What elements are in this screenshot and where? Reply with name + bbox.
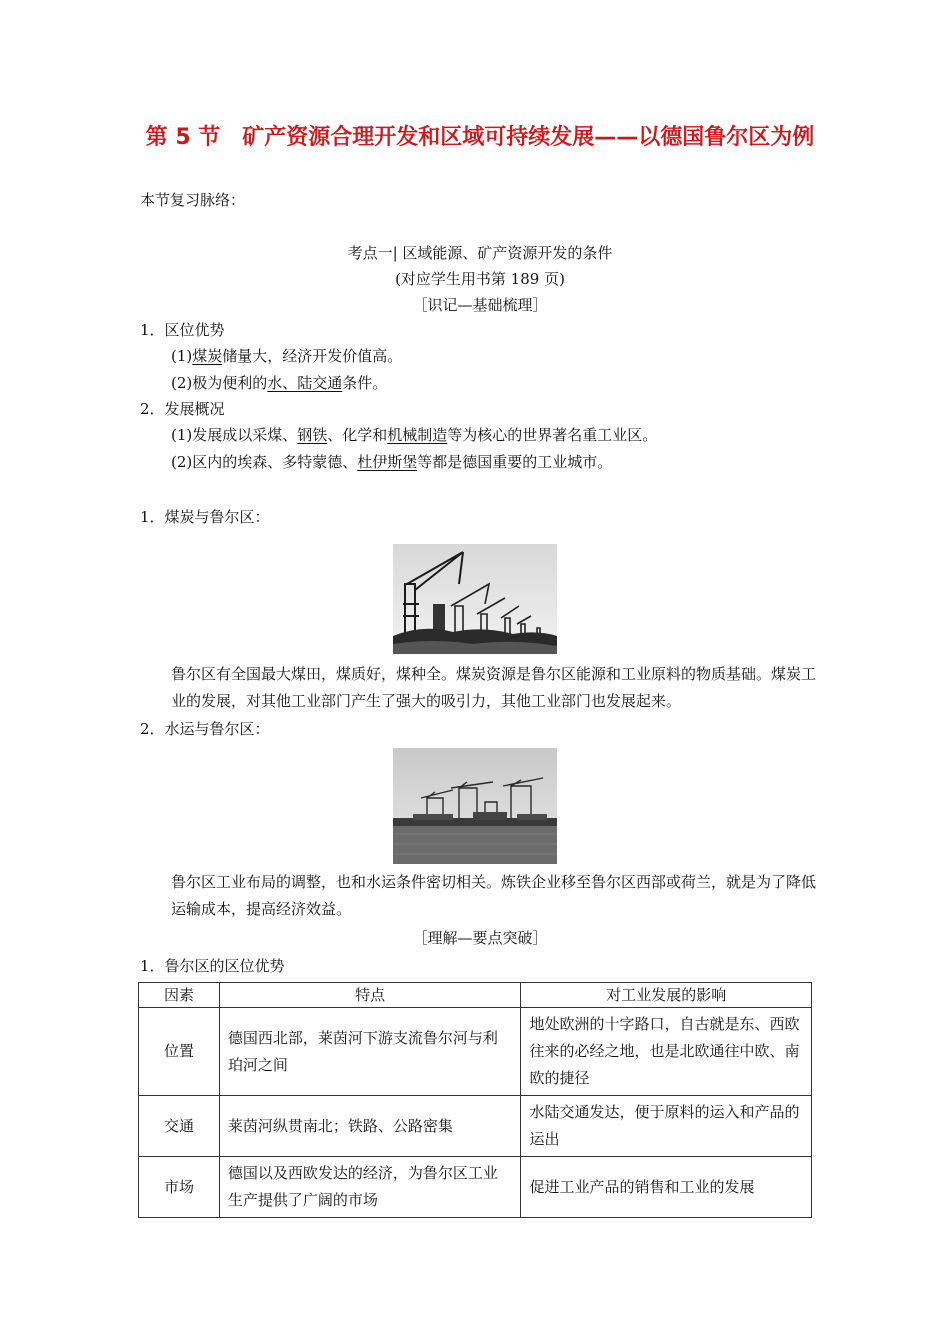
coal-paragraph: 鲁尔区有全国最大煤田，煤质好，煤种全。煤炭资源是鲁尔区能源和工业原料的物质基础。煤炭工业的发展，对其他工业部门产生了强大的吸引力，其他工业部门也发展起来。 — [171, 665, 817, 710]
list-item — [171, 452, 612, 472]
item-text: (1)发展成以采煤、 — [171, 426, 298, 444]
water-paragraph: 鲁尔区工业布局的调整，也和水运条件密切相关。炼铁企业移至鲁尔区西部或荷兰，就是为了降低运输成本，提高经济效益。 — [171, 873, 817, 918]
table-row — [139, 1157, 812, 1218]
column-header: 对工业发展的影响 — [521, 983, 812, 1008]
column-header: 因素 — [139, 983, 220, 1008]
table-cell: 莱茵河纵贯南北；铁路、公路密集 — [219, 1096, 521, 1157]
key-term: 机械制造 — [387, 426, 448, 444]
coal-heading: 1．煤炭与鲁尔区： — [140, 508, 270, 526]
table-cell: 促进工业产品的销售和工业的发展 — [521, 1157, 812, 1218]
table-row — [139, 1096, 812, 1157]
table-cell: 水陆交通发达，便于原料的运入和产品的运出 — [521, 1096, 812, 1157]
item-text: 等都是德国重要的工业城市。 — [417, 453, 613, 471]
item-text: (2)区内的埃森、多特蒙德、 — [171, 453, 358, 471]
location-advantage-table — [138, 982, 812, 1218]
coal-port-photo — [393, 544, 557, 654]
page-reference: (对应学生用书第 189 页) — [395, 270, 565, 288]
water-heading: 2．水运与鲁尔区： — [140, 720, 270, 738]
key-term: 钢铁 — [297, 426, 328, 444]
table-cell: 位置 — [139, 1008, 220, 1096]
table-heading: 1．鲁尔区的区位优势 — [140, 957, 285, 975]
key-term: 煤炭 — [192, 347, 223, 365]
list-heading-development: 2．发展概况 — [140, 400, 225, 418]
item-text: 、化学和 — [327, 426, 388, 444]
table-cell: 德国以及西欧发达的经济，为鲁尔区工业生产提供了广阔的市场 — [219, 1157, 521, 1218]
table-cell: 交通 — [139, 1096, 220, 1157]
list-item — [171, 425, 657, 445]
table-cell: 市场 — [139, 1157, 220, 1218]
table-cell: 德国西北部，莱茵河下游支流鲁尔河与利珀河之间 — [219, 1008, 521, 1096]
key-term: 水、陆交通 — [267, 374, 343, 392]
page-title: 第 5 节 矿产资源合理开发和区域可持续发展——以德国鲁尔区为例 — [145, 125, 815, 150]
item-text: 条件。 — [342, 374, 388, 392]
review-outline-label: 本节复习脉络： — [140, 191, 246, 209]
table-header-row — [139, 983, 812, 1008]
item-text: 等为核心的世界著名重工业区。 — [447, 426, 658, 444]
key-term: 杜伊斯堡 — [357, 453, 418, 471]
kaodian-heading: 考点一| 区域能源、矿产资源开发的条件 — [347, 244, 613, 262]
list-item — [171, 373, 387, 393]
list-item — [171, 346, 402, 366]
section-heading-basics: ［识记—基础梳理］ — [412, 296, 548, 314]
item-prefix: (1) — [171, 347, 193, 365]
water-port-photo — [393, 748, 557, 864]
item-text: (2)极为便利的 — [171, 374, 268, 392]
item-text: 储量大，经济开发价值高。 — [222, 347, 403, 365]
list-heading-location: 1．区位优势 — [140, 321, 225, 339]
table-row — [139, 1008, 812, 1096]
table-cell: 地处欧洲的十字路口，自古就是东、西欧往来的必经之地，也是北欧通往中欧、南欧的捷径 — [521, 1008, 812, 1096]
column-header: 特点 — [219, 983, 521, 1008]
section-heading-key-points: ［理解—要点突破］ — [412, 929, 548, 947]
